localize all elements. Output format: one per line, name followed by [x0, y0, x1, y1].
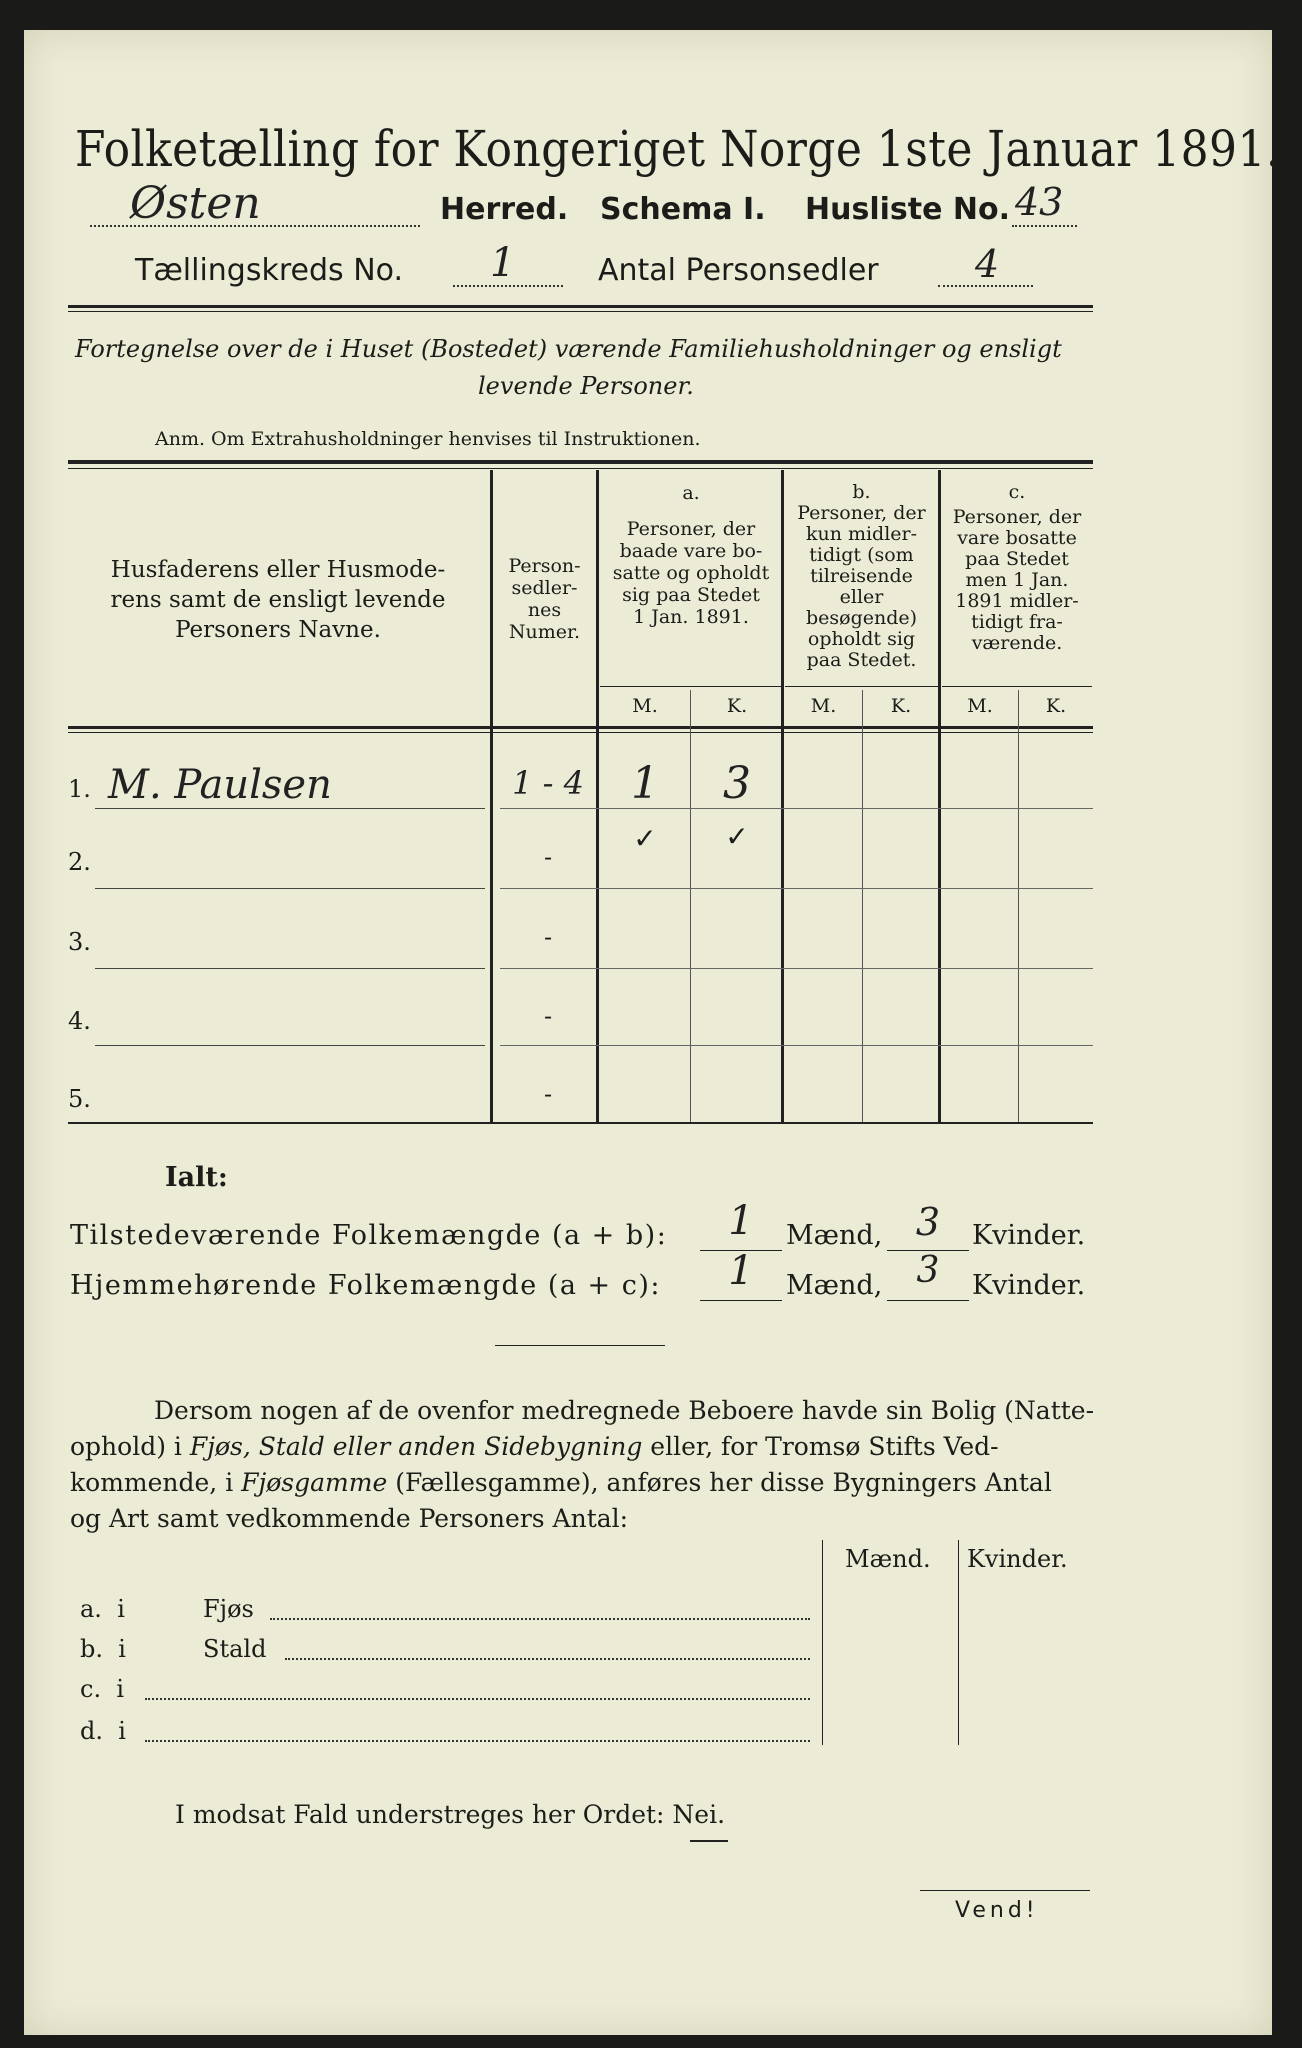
- intro-heading-line1: Fortegnelse over de i Huset (Bostedet) værende Familiehusholdninger og ensligt: [75, 335, 1062, 363]
- building-b-dots: [285, 1658, 810, 1660]
- row-3-line: [95, 968, 485, 969]
- col-num-header-l1: Person-: [508, 555, 581, 577]
- col-c-header-l6: tidigt fra-: [971, 611, 1063, 633]
- col-names-header-l1: Husfaderens eller Husmode-: [110, 557, 446, 583]
- buildings-kvinder-header: Kvinder.: [967, 1545, 1068, 1573]
- col-divider-a-mk: [690, 690, 691, 1122]
- row-4-line-right: [500, 1045, 1093, 1046]
- col-b-header-l3: tidigt (som: [809, 544, 914, 566]
- col-divider-b: [938, 470, 941, 1122]
- building-b-text: Stald: [203, 1635, 267, 1663]
- row-5-number: 5.: [68, 1085, 91, 1113]
- section-divider: [495, 1345, 665, 1346]
- antal-value: 4: [975, 242, 1000, 286]
- hjemme-kvinder-label: Kvinder.: [972, 1270, 1086, 1301]
- row-2-number: 2.: [68, 848, 91, 876]
- col-a-subheader-rule: [600, 686, 782, 687]
- table-top-rule: [68, 460, 1093, 464]
- building-c-label: c. i: [80, 1675, 125, 1703]
- building-d-label: d. i: [80, 1717, 126, 1745]
- col-b-subheader-rule: [785, 686, 938, 687]
- modsat-fald-note: I modsat Fald understreges her Ordet: Nei.: [175, 1800, 726, 1829]
- col-a-header-l1: Personer, der: [626, 518, 756, 540]
- building-a-label: a. i: [80, 1595, 125, 1623]
- building-a-dots: [270, 1618, 810, 1620]
- col-b-header-l4: tilreisende: [810, 565, 913, 587]
- row-1-a-k: 3: [723, 758, 751, 809]
- col-a-header-l3: satte og opholdt: [612, 562, 770, 584]
- herred-value: Østen: [130, 178, 261, 229]
- tilstede-maend-label: Mænd,: [786, 1220, 883, 1251]
- col-c-header-l5: 1891 midler-: [955, 590, 1079, 612]
- header-rule-thin: [68, 311, 1093, 312]
- paragraph-line-3a: kommende, i: [70, 1468, 242, 1497]
- row-2-a-k-check: ✓: [725, 820, 749, 853]
- col-num-header-l4: Numer.: [508, 621, 581, 643]
- building-b-label: b. i: [80, 1635, 126, 1663]
- hjemme-label: Hjemmehørende Folkemængde (a + c):: [70, 1270, 661, 1301]
- col-b-letter: b.: [852, 481, 871, 503]
- nei-underline: [690, 1840, 728, 1842]
- antal-label: Antal Personsedler: [598, 253, 879, 288]
- col-names-header: [68, 555, 488, 645]
- tilstede-label: Tilstedeværende Folkemængde (a + b):: [70, 1220, 668, 1251]
- hjemme-m-value: 1: [728, 1248, 754, 1294]
- tilstede-kvinder-label: Kvinder.: [972, 1220, 1086, 1251]
- col-a-header-l4: sig paa Stedet: [622, 584, 760, 606]
- row-1-sedler: 1 - 4: [512, 764, 584, 802]
- paragraph-line-3c: (Fællesgamme), anføres her disse Bygningers Antal: [387, 1468, 1052, 1497]
- paragraph-line-2a: ophold) i: [70, 1432, 190, 1461]
- col-b-k-label: K.: [890, 695, 912, 717]
- col-divider-b-mk: [862, 690, 863, 1122]
- kreds-value: 1: [490, 240, 516, 286]
- hjemme-k-value: 3: [916, 1250, 940, 1291]
- vend-label: Vend!: [955, 1898, 1039, 1923]
- col-b-header-l1: Personer, der: [797, 502, 926, 524]
- col-num-header: [493, 555, 596, 643]
- hjemme-k-line: [887, 1300, 969, 1301]
- col-a-k-label: K.: [726, 695, 748, 717]
- col-num-header-l3: nes: [527, 599, 562, 621]
- row-3-line-right: [500, 968, 1093, 969]
- husliste-dotted-line: [1012, 225, 1077, 227]
- row-5-sedler: -: [543, 1080, 553, 1108]
- header-rule: [68, 305, 1093, 308]
- row-2-a-m-check: ✓: [633, 822, 657, 855]
- row-3-number: 3.: [68, 928, 91, 956]
- row-2-line: [95, 888, 485, 889]
- col-c-letter: c.: [1008, 481, 1026, 503]
- col-b-header: [785, 482, 938, 671]
- tilstede-m-value: 1: [728, 1198, 754, 1244]
- row-2-sedler: -: [543, 843, 553, 871]
- hjemme-m-line: [700, 1300, 782, 1301]
- paragraph-line-2b: Fjøs, Stald eller anden Sidebygning: [189, 1432, 643, 1461]
- husliste-label: Husliste No.: [805, 192, 1010, 227]
- row-1-a-m: 1: [631, 758, 659, 809]
- row-2-line-right: [500, 888, 1093, 889]
- sidebygning-paragraph: [70, 1393, 1095, 1537]
- col-a-m-label: M.: [632, 695, 658, 717]
- schema-label: Schema I.: [600, 192, 766, 227]
- col-c-m-label: M.: [967, 695, 993, 717]
- col-divider-c-mk: [1018, 690, 1019, 1122]
- col-c-header-l4: men 1 Jan.: [965, 569, 1069, 591]
- paragraph-line-2c: eller, for Tromsø Stifts Ved-: [642, 1432, 999, 1461]
- paragraph-line-2: [70, 1429, 1090, 1465]
- form-title: Folketælling for Kongeriget Norge 1ste Januar 1891.: [75, 120, 1281, 178]
- building-c-dots: [145, 1698, 810, 1700]
- husliste-value: 43: [1015, 180, 1064, 224]
- paragraph-line-3b: Fjøsgamme: [241, 1468, 388, 1497]
- col-c-header-l2: vare bosatte: [957, 527, 1077, 549]
- buildings-divider-1: [822, 1540, 823, 1745]
- census-form-page: [24, 30, 1272, 2035]
- col-num-header-l2: sedler-: [511, 577, 578, 599]
- row-3-sedler: -: [543, 923, 553, 951]
- col-b-m-label: M.: [810, 695, 837, 717]
- col-a-header-l5: 1 Jan. 1891.: [633, 606, 749, 628]
- row-1-line-right: [500, 808, 1093, 809]
- col-a-letter: a.: [682, 482, 700, 504]
- paragraph-line-3: [70, 1465, 1090, 1501]
- col-c-header: [942, 482, 1092, 654]
- building-a-text: Fjøs: [203, 1595, 254, 1623]
- row-4-number: 4.: [68, 1007, 91, 1035]
- col-b-header-l5: eller: [839, 586, 884, 608]
- col-c-header-l3: paa Stedet: [965, 548, 1069, 570]
- paragraph-line-1: Dersom nogen af de ovenfor medregnede Beboere havde sin Bolig (Natte-: [154, 1396, 1095, 1425]
- row-4-line: [95, 1045, 485, 1046]
- col-c-k-label: K.: [1045, 695, 1067, 717]
- col-b-header-l6: besøgende): [805, 607, 918, 629]
- col-divider-num: [596, 470, 599, 1122]
- paragraph-line-4: og Art samt vedkommende Personers Antal:: [70, 1504, 629, 1533]
- intro-heading-line2: levende Personer.: [478, 372, 694, 400]
- col-b-header-l7: opholdt sig: [807, 628, 916, 650]
- table-bottom-rule: [68, 1122, 1093, 1124]
- row-1-number: 1.: [68, 775, 91, 803]
- col-names-header-l2: rens samt de ensligt levende: [110, 587, 446, 613]
- col-b-header-l2: kun midler-: [805, 523, 918, 545]
- hjemme-maend-label: Mænd,: [786, 1270, 883, 1301]
- row-1-line: [95, 808, 485, 809]
- buildings-divider-2: [958, 1540, 959, 1745]
- row-4-sedler: -: [543, 1002, 553, 1030]
- kreds-label: Tællingskreds No.: [135, 253, 403, 288]
- anm-note: Anm. Om Extrahusholdninger henvises til Instruktionen.: [155, 428, 701, 450]
- col-a-header: [600, 482, 782, 628]
- col-a-header-l2: baade vare bo-: [619, 540, 763, 562]
- tilstede-k-value: 3: [915, 1200, 941, 1244]
- vend-rule: [920, 1890, 1090, 1891]
- col-names-header-l3: Personers Navne.: [175, 617, 381, 643]
- ialt-label: Ialt:: [165, 1162, 228, 1193]
- buildings-maend-header: Mænd.: [845, 1545, 931, 1573]
- table-top-rule-thin: [68, 468, 1093, 469]
- herred-label: Herred.: [440, 192, 569, 227]
- col-c-header-l7: værende.: [971, 632, 1063, 654]
- col-b-header-l8: paa Stedet.: [806, 649, 917, 671]
- row-1-name: M. Paulsen: [108, 762, 332, 808]
- building-d-dots: [145, 1740, 810, 1742]
- col-c-subheader-rule: [942, 686, 1092, 687]
- col-c-header-l1: Personer, der: [952, 506, 1082, 528]
